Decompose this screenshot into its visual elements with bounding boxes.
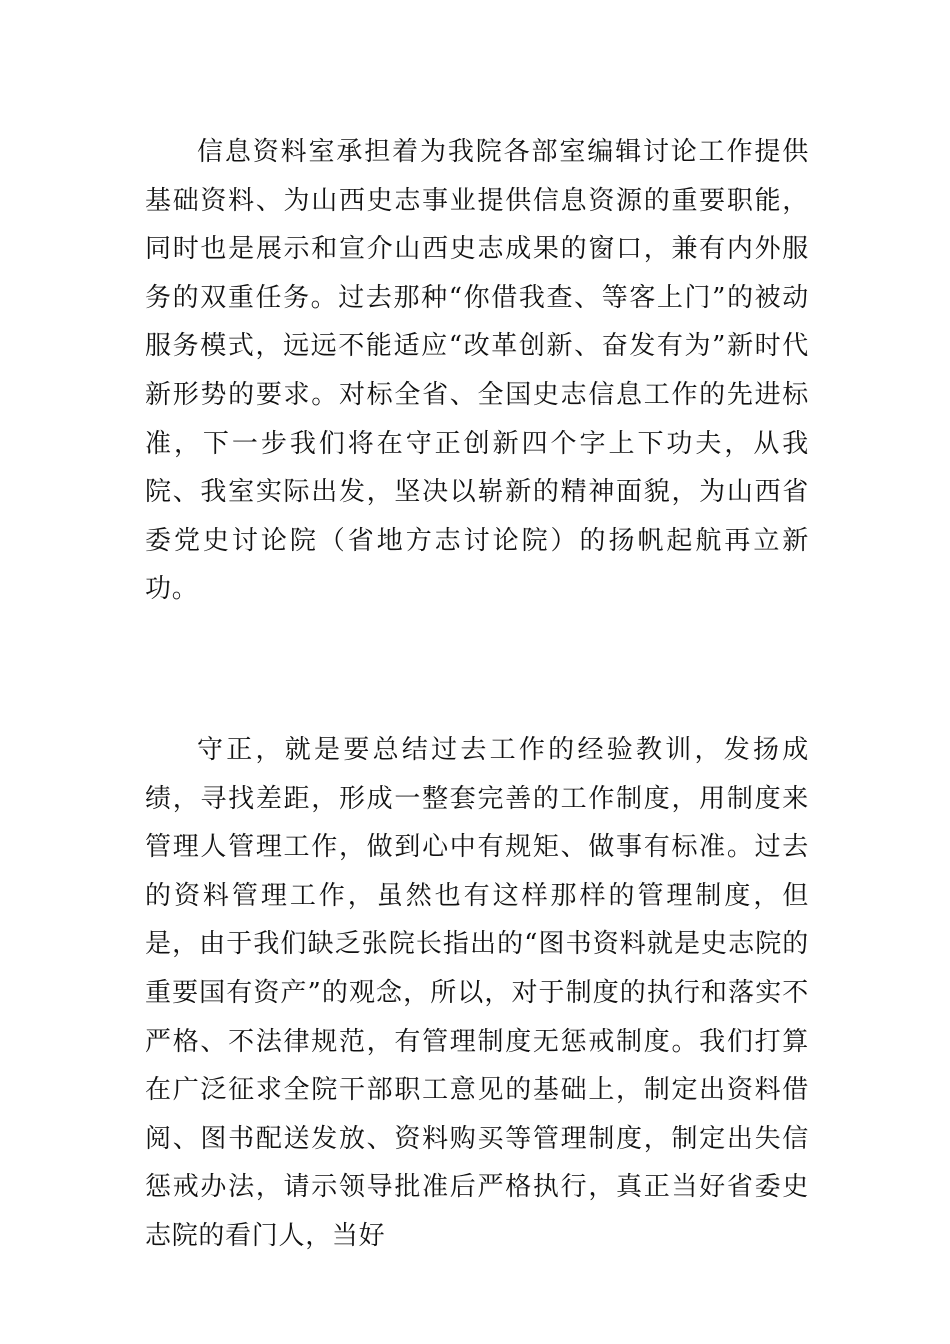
- paragraph-2: 守正，就是要总结过去工作的经验教训，发扬成绩，寻找差距，形成一整套完善的工作制度，用制度来管理人管理工作，做到心中有规矩、做事有标准。过去的资料管理工作，虽然也有这样那样的管理制度，但是，由于我们缺乏张院长指出的“图书资料就是史志院的重要国有资产”的观念，所以，对于制度的执行和落实不严格、不法律规范，有管理制度无惩戒制度。我们打算在广泛征求全院干部职工意见的基础上，制定出资料借阅、图书配送发放、资料购买等管理制度，制定出失信惩戒办法，请示领导批准后严格执行，真正当好省委史志院的看门人，当好: [145, 735, 809, 1251]
- paragraph-1: 信息资料室承担着为我院各部室编辑讨论工作提供基础资料、为山西史志事业提供信息资源的重要职能，同时也是展示和宣介山西史志成果的窗口，兼有内外服务的双重任务。过去那种“你借我查、等客上门”的被动服务模式，远远不能适应“改革创新、奋发有为”新时代新形势的要求。对标全省、全国史志信息工作的先进标准，下一步我们将在守正创新四个字上下功夫，从我院、我室实际出发，坚决以崭新的精神面貌，为山西省委党史讨论院（省地方志讨论院）的扬帆起航再立新功。: [145, 137, 809, 605]
